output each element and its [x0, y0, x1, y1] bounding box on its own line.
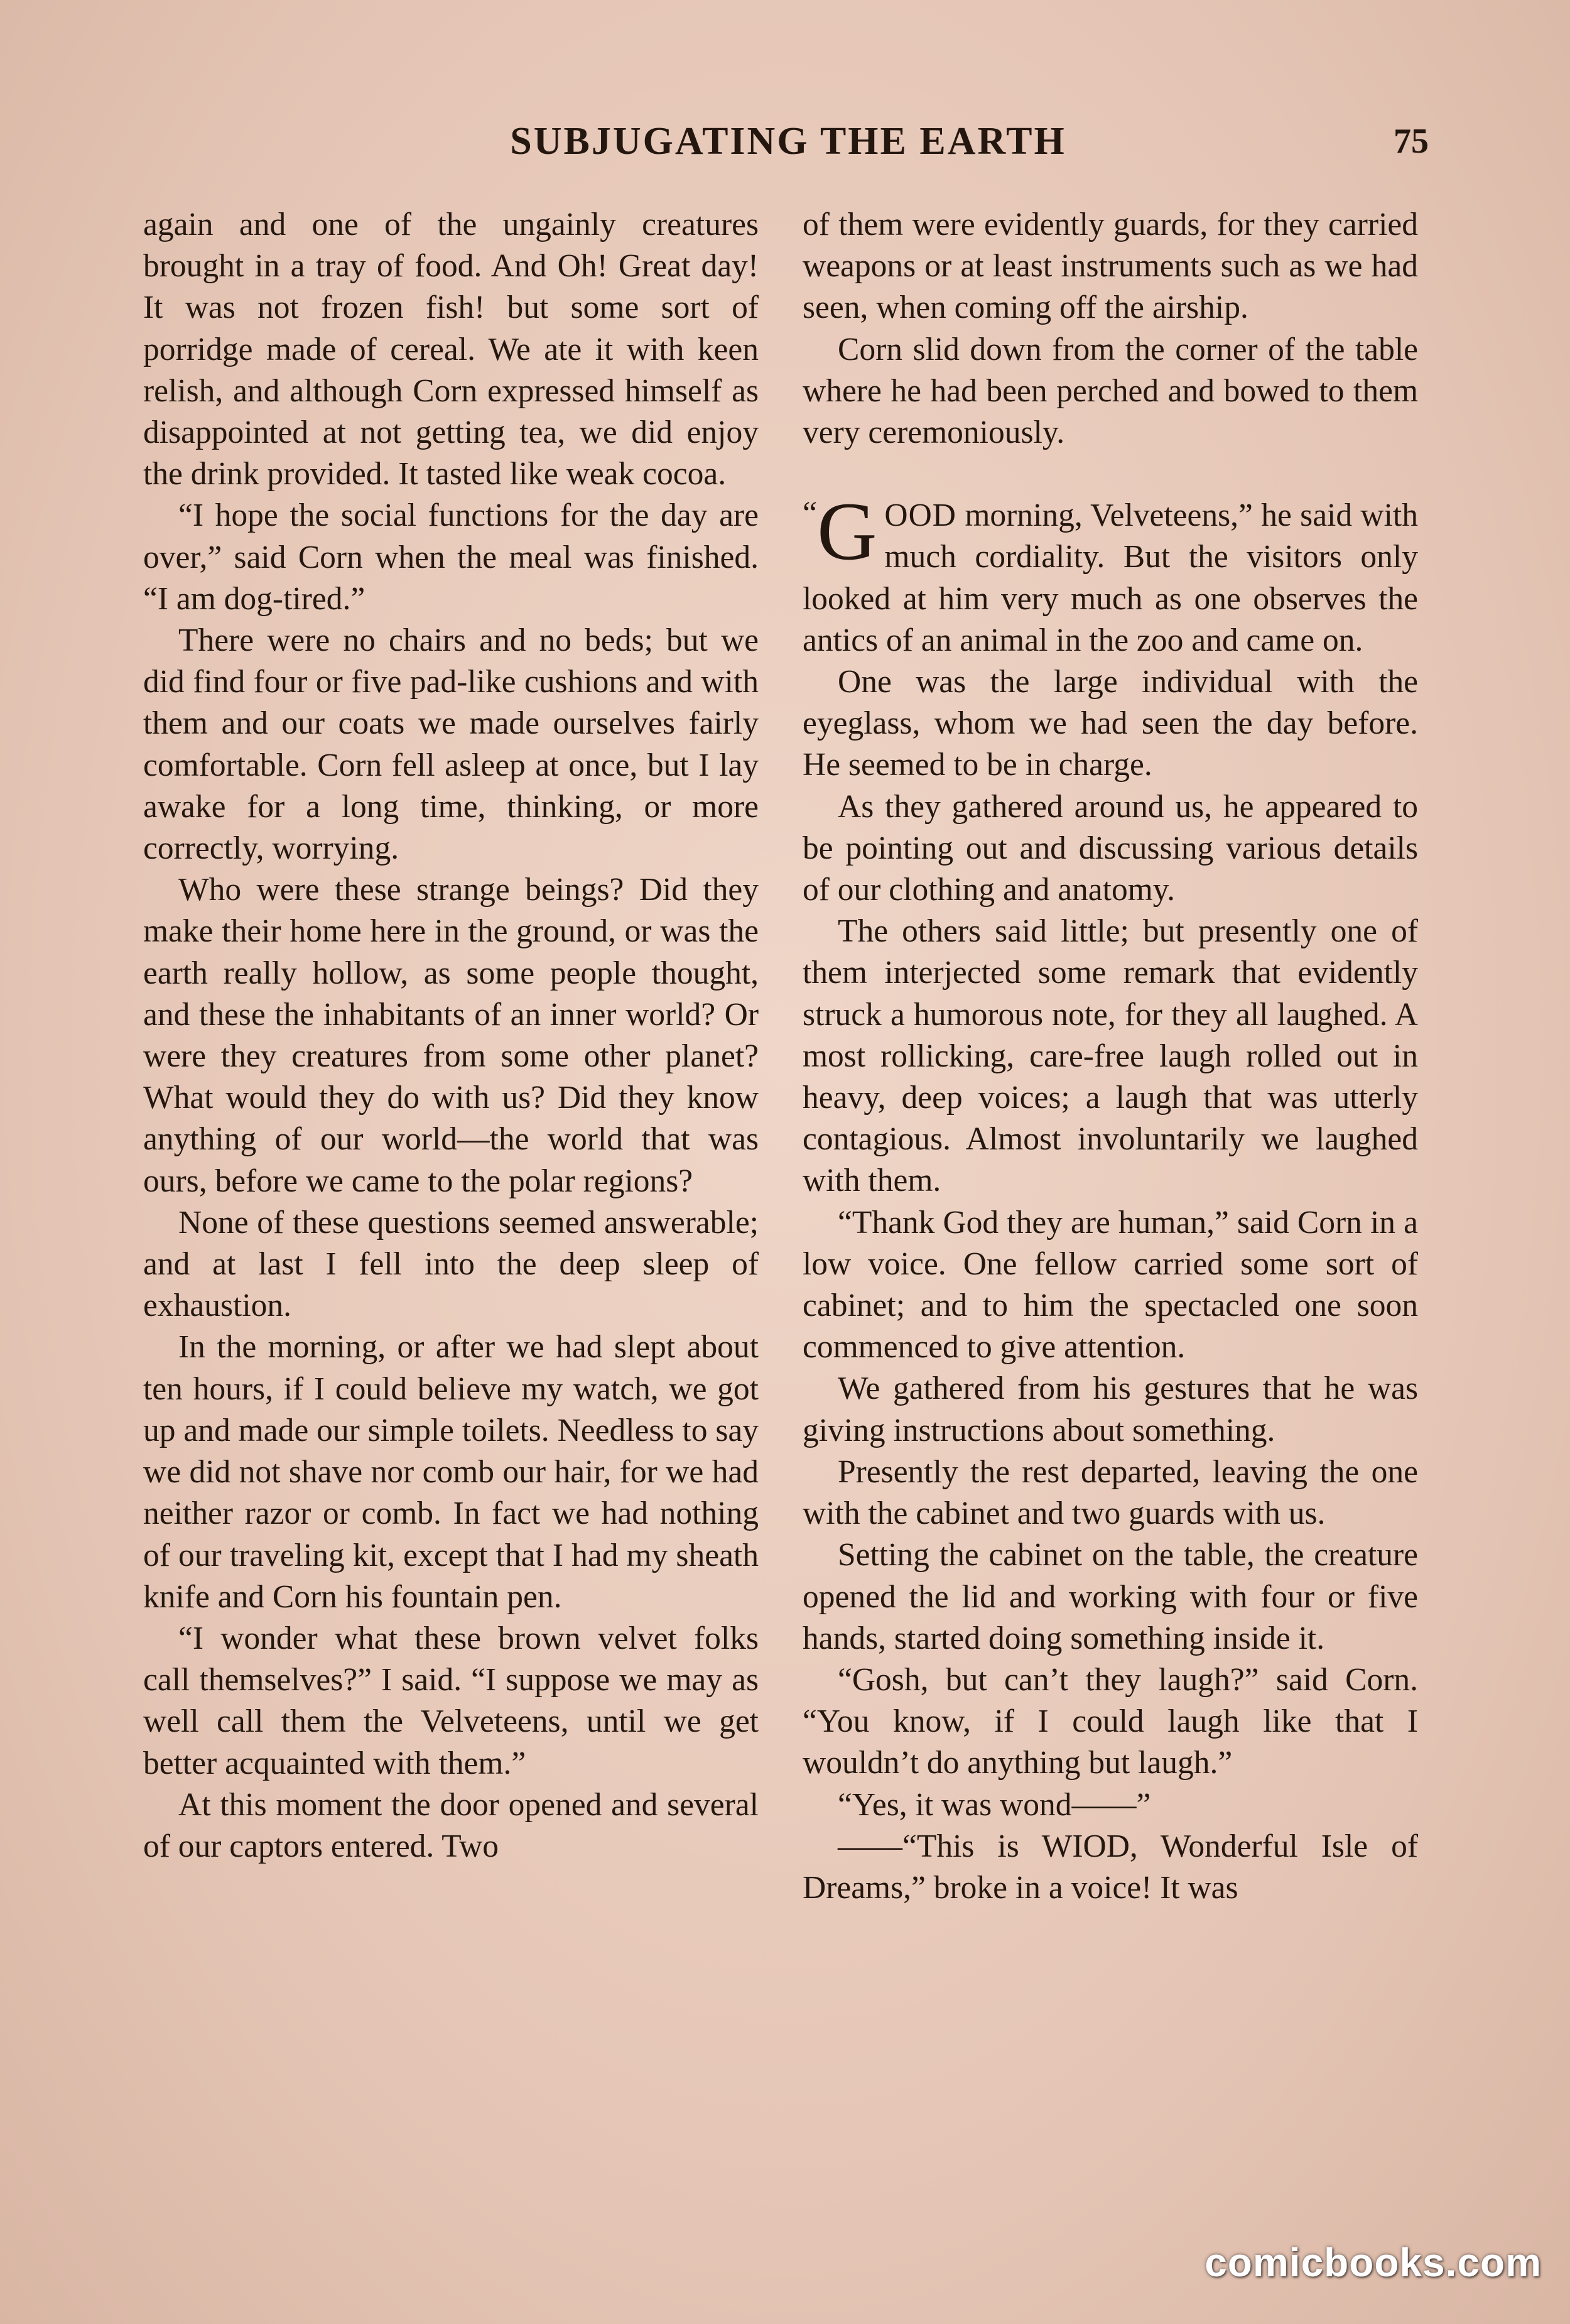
paragraph: We gathered from his gestures that he was giving instructions about something. [803, 1371, 1418, 1448]
paragraph: again and one of the ungainly creatures brought in a tray of food. And Oh! Great day! It was not frozen fish! but some sort of porridge made of cereal. We ate it with keen relish, and although Corn expressed himself as disappointed at not getting tea, we did enjoy the drink provided. It tasted like weak cocoa. [143, 207, 759, 492]
paragraph: of them were evidently guards, for they carried weapons or at least instruments such as we had seen, when coming off the airship. [803, 207, 1418, 326]
page-header [0, 119, 1570, 170]
paragraph: Corn slid down from the corner of the table where he had been perched and bowed to them very ceremoniously. [803, 331, 1418, 451]
watermark: comicbooks.com [1205, 2240, 1542, 2285]
paragraph: Setting the cabinet on the table, the creature opened the lid and working with four or five hands, started doing something inside it. [803, 1537, 1418, 1656]
page-number: 75 [1394, 122, 1429, 161]
running-head: SUBJUGATING THE EARTH [510, 120, 1066, 163]
paragraph: “Yes, it was wond——” [838, 1786, 1151, 1823]
section-break [803, 453, 1418, 495]
right-column [803, 204, 1418, 2214]
paragraph-with-drop-cap [803, 485, 1418, 661]
paragraph: At this moment the door opened and several of our captors entered. Two [143, 1786, 759, 1864]
paragraph: “Thank God they are human,” said Corn in a low voice. One fellow carried some sort of cabinet; and to him the spectacled one soon commenced to give attention. [803, 1204, 1418, 1366]
paragraph: As they gathered around us, he appeared to be pointing out and discussing various details of our clothing and anatomy. [803, 788, 1418, 908]
small-caps-lead: OOD [884, 497, 956, 534]
paragraph: One was the large individual with the eyeglass, whom we had seen the day before. He seemed to be in charge. [803, 664, 1418, 783]
paragraph: “I hope the social functions for the day are over,” said Corn when the meal was finished. “I am dog-tired.” [143, 497, 759, 617]
drop-cap: G [817, 485, 877, 578]
opening-quote: “ [803, 496, 818, 532]
paragraph: There were no chairs and no beds; but we did find four or five pad-like cushions and with them and our coats we made ourselves fairly comfortable. Corn fell asleep at once, but I lay awake for a long time, thinking, or more correctly, worrying. [143, 622, 759, 867]
paragraph-text: morning, Velveteens,” he said with much cordiality. But the visitors only looked at him very much as one observes the antics of an animal in the zoo and came on. [803, 497, 1418, 658]
paragraph: None of these questions seemed answerable; and at last I fell into the deep sleep of exhaustion. [143, 1204, 759, 1324]
paragraph: Who were these strange beings? Did they make their home here in the ground, or was the earth really hollow, as some people thought, and these the inhabitants of an inner world? Or were they creatures from some other planet? What would they do with us? Did they know anything of our world—the world that was ours, before we came to the polar regions? [143, 872, 759, 1199]
paragraph: Presently the rest departed, leaving the one with the cabinet and two guards with us. [803, 1453, 1418, 1532]
paragraph: In the morning, or after we had slept about ten hours, if I could believe my watch, we got up and made our simple toilets. Needless to say we did not shave nor comb our hair, for we had neither razor or comb. In fact we had nothing of our traveling kit, except that I had my sheath knife and Corn his fountain pen. [143, 1329, 759, 1615]
paragraph: “Gosh, but can’t they laugh?” said Corn. “You know, if I could laugh like that I wouldn’t do anything but laugh.” [803, 1661, 1418, 1781]
paragraph: The others said little; but presently one of them interjected some remark that evidently struck a humorous note, for they all laughed. A most rollicking, care-free laugh rolled out in heavy, deep voices; a laugh that was utterly contagious. Almost involuntarily we laughed with them. [803, 913, 1418, 1199]
left-column [143, 204, 759, 2214]
paragraph: “I wonder what these brown velvet folks call themselves?” I said. “I suppose we may as well call them the Velveteens, until we get better acquainted with them.” [143, 1620, 759, 1781]
paragraph: ——“This is WIOD, Wonderful Isle of Dreams,” broke in a voice! It was [803, 1828, 1418, 1906]
